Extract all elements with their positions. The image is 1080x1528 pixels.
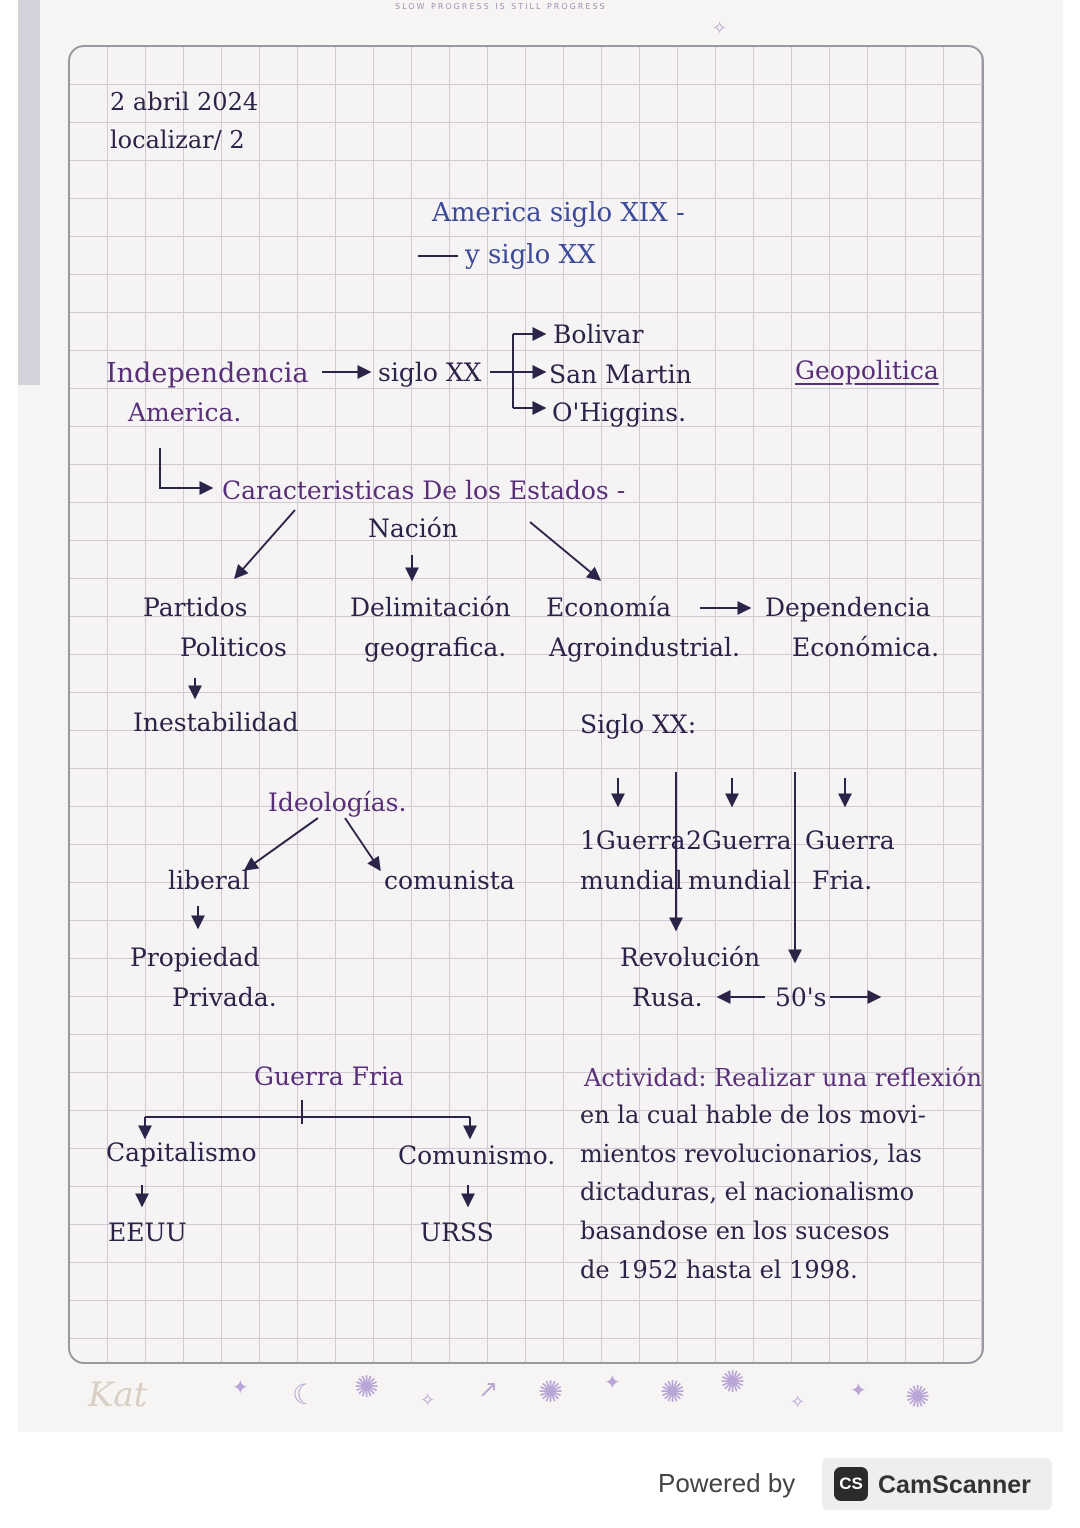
property-label-1: Propiedad xyxy=(130,943,260,972)
states-heading: Caracteristicas De los Estados - xyxy=(222,476,626,505)
main-title-line1: America siglo XIX - xyxy=(432,198,685,228)
century-20-label: siglo XX xyxy=(378,358,482,387)
sparkle-icon: ✦ xyxy=(604,1370,621,1394)
revolution-label-2: Rusa. xyxy=(632,983,703,1012)
liberal-label: liberal xyxy=(168,866,250,895)
capitalism-label: Capitalismo xyxy=(106,1138,257,1167)
ww2-label-2: mundial xyxy=(688,866,791,895)
note-date: 2 abril 2024 xyxy=(110,88,259,116)
hero-ohiggins: O'Higgins. xyxy=(552,398,687,427)
signature-kat: Kat xyxy=(88,1375,148,1415)
starburst-icon: ✺ xyxy=(538,1375,564,1410)
delimitation-label-2: geografica. xyxy=(364,633,507,662)
note-reference: localizar/ 2 xyxy=(110,126,245,154)
ussr-label: URSS xyxy=(420,1218,494,1247)
notebook-spine-shadow xyxy=(18,0,40,385)
starburst-icon: ✺ xyxy=(720,1365,746,1400)
ww2-label-1: 2Guerra xyxy=(686,826,792,855)
usa-label: EEUU xyxy=(108,1218,187,1247)
powered-by-text: Powered by xyxy=(658,1468,796,1498)
star-icon: ✧ xyxy=(420,1390,436,1411)
fifties-label: 50's xyxy=(775,983,827,1012)
cold-war-heading: Guerra Fria xyxy=(254,1062,404,1091)
geopolitics-label: Geopolitica xyxy=(795,356,939,385)
property-label-2: Privada. xyxy=(172,983,277,1012)
activity-line: dictaduras, el nacionalismo xyxy=(580,1178,915,1206)
cold-war-label-2: Fria. xyxy=(812,866,873,895)
hero-bolivar: Bolivar xyxy=(553,320,644,349)
revolution-label-1: Revolución xyxy=(620,943,761,972)
century-20-heading: Siglo XX: xyxy=(580,710,697,739)
nation-label: Nación xyxy=(368,514,458,543)
starburst-icon: ✺ xyxy=(660,1375,686,1410)
activity-line: mientos revolucionarios, las xyxy=(580,1140,922,1168)
independence-america-label: America. xyxy=(128,398,242,427)
camscanner-brand: CamScanner xyxy=(878,1471,1031,1499)
instability-label: Inestabilidad xyxy=(133,708,299,737)
activity-line: basandose en los sucesos xyxy=(580,1217,890,1245)
parties-label-2: Politicos xyxy=(180,633,287,662)
hero-san-martin: San Martin xyxy=(549,360,692,389)
activity-line: de 1952 hasta el 1998. xyxy=(580,1256,858,1284)
dependency-label-2: Económica. xyxy=(792,633,940,662)
delimitation-label-1: Delimitación xyxy=(350,593,511,622)
starburst-icon: ✺ xyxy=(354,1370,380,1405)
economy-label-2: Agroindustrial. xyxy=(549,633,740,662)
cold-war-label-1: Guerra xyxy=(805,826,895,855)
communism-label: Comunismo. xyxy=(398,1141,556,1170)
independence-label: Independencia xyxy=(106,358,309,389)
main-title-line2: y siglo XX xyxy=(465,240,596,270)
camscanner-badge xyxy=(822,1458,1052,1510)
star-icon: ✧ xyxy=(790,1392,806,1413)
dependency-label-1: Dependencia xyxy=(765,593,931,622)
ww1-label-2: mundial xyxy=(580,866,683,895)
activity-line: Actividad: Realizar una reflexión xyxy=(584,1064,982,1092)
top-banner-text: SLOW PROGRESS IS STILL PROGRESS xyxy=(395,2,607,11)
activity-line: en la cual hable de los movi- xyxy=(580,1101,926,1129)
ww1-label-1: 1Guerra xyxy=(580,826,686,855)
ideologies-heading: Ideologías. xyxy=(268,788,407,817)
communist-label: comunista xyxy=(384,866,515,895)
sparkle-icon: ✦ xyxy=(232,1375,249,1399)
parties-label-1: Partidos xyxy=(143,593,248,622)
sparkle-icon: ✧ xyxy=(712,18,728,39)
starburst-icon: ✺ xyxy=(905,1380,931,1415)
economy-label-1: Economía xyxy=(546,593,672,622)
moon-icon: ☾ xyxy=(292,1378,318,1411)
wand-icon: ↗ xyxy=(478,1375,499,1403)
camscanner-logo-icon: CS xyxy=(834,1467,868,1501)
sparkle-icon: ✦ xyxy=(850,1378,867,1402)
